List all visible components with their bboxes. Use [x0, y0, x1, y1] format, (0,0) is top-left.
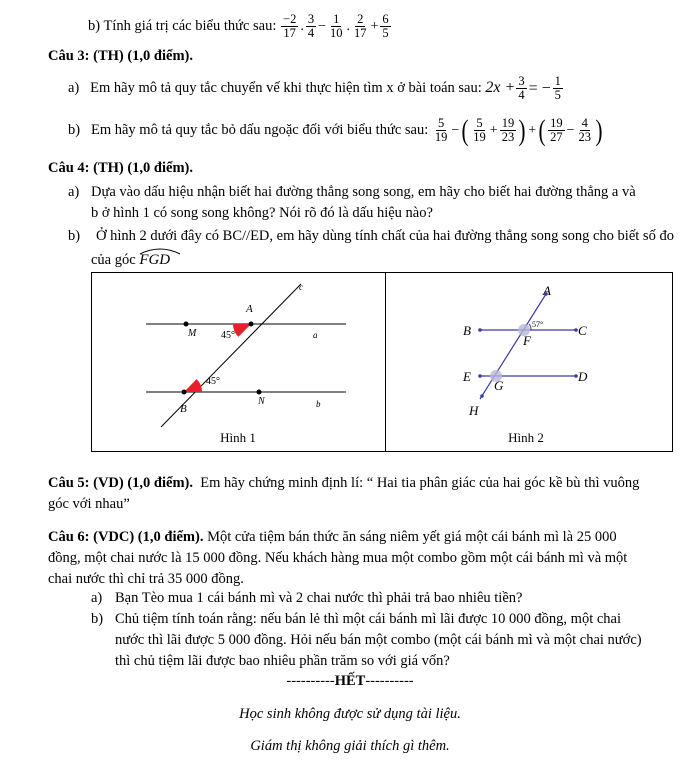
q6-line3: chai nước thì chỉ trả 35 000 đồng.: [48, 571, 244, 587]
fraction: $\frac{19}{27}$: [550, 116, 563, 145]
point-a: [249, 322, 254, 327]
angle-f-value: 57°: [532, 320, 544, 329]
label-b: b: [316, 399, 321, 409]
q4-title: Câu 4: (TH) (1,0 điểm).: [48, 160, 193, 176]
q4-a-label: a): [68, 184, 80, 200]
end-marker: ----------HẾT----------: [286, 673, 414, 689]
label-M: M: [188, 328, 197, 339]
label-G: G: [494, 378, 504, 393]
q4-a-line2: b ở hình 1 có song song không? Nói rõ đó là dấu hiệu nào?: [91, 205, 433, 221]
fraction: $\frac{3}{4}$: [518, 74, 525, 103]
angle-fgd: FGD: [139, 251, 170, 269]
q4-a-line1: Dựa vào dấu hiệu nhận biết hai đường thẳng song song, em hãy cho biết hai đường thẳng a và: [91, 184, 636, 200]
fraction: $\frac{4}{23}$: [578, 116, 591, 145]
point-B: [478, 328, 482, 332]
label-F: F: [523, 333, 531, 348]
label-B: B: [180, 403, 187, 415]
caption-hinh-1: Hình 1: [220, 430, 256, 445]
label-C: C: [578, 323, 587, 338]
label-H: H: [469, 403, 479, 418]
fraction: $\frac{1}{5}$: [554, 74, 561, 103]
point-E: [478, 374, 482, 378]
label-N: N: [258, 396, 265, 407]
point-n: [257, 390, 262, 395]
q6-b-line2: nước thì lãi được 5 000 đồng. Hỏi nếu bán một combo (một cái bánh mì và một chai nước): [115, 632, 642, 648]
angle-marker-b: [184, 379, 202, 392]
figure-1: [91, 272, 385, 450]
footer-note-1: Học sinh không được sử dụng tài liệu.: [239, 706, 461, 722]
q6-title: Câu 6: (VDC) (1,0 điểm).: [48, 529, 204, 545]
label-E: E: [463, 369, 471, 384]
label-c: c: [299, 282, 303, 292]
q6-line2: đồng, một chai nước là 15 000 đồng. Nếu khách hàng mua một combo gồm một cái bánh mì và một: [48, 550, 628, 566]
part-b-label: b) Tính giá trị các biểu thức sau:: [88, 18, 277, 34]
angle-marker-a: [233, 324, 251, 337]
part-b-line: b) Tính giá trị các biểu thức sau: $\frac{-2}{17}$ . $\frac{3}{4}$ − $\frac{1}{10}$ . $\frac{2}{17}$ + $\frac{6}{5}$: [88, 12, 389, 41]
angle-a-value: 45°: [221, 330, 235, 341]
caption-hinh-2: Hình 2: [508, 430, 544, 445]
q6-line1: Câu 6: (VDC) (1,0 điểm). Một cửa tiệm bán thức ăn sáng niêm yết giá một cái bánh mì là 25 000: [48, 529, 617, 545]
q6-b-line3: thì chủ tiệm lãi được bao nhiêu phần trăm so với giá vốn?: [115, 653, 450, 669]
fraction: $\frac{6}{5}$: [382, 12, 389, 41]
figure-2: [386, 272, 672, 450]
label-D: D: [578, 369, 588, 384]
fraction: $\frac{1}{10}$: [329, 12, 343, 41]
q6-a-label: a): [91, 590, 103, 606]
q4-b-line2: của góc FGD: [91, 251, 170, 269]
footer-note-2: Giám thị không giải thích gì thêm.: [250, 738, 450, 754]
q4-b-line1: Ở hình 2 dưới đây có BC//ED, em hãy dùng tính chất của hai đường thẳng song song cho biết số đo: [96, 228, 674, 244]
q6-a-text: Bạn Tèo mua 1 cái bánh mì và 2 chai nước thì phải trả bao nhiêu tiền?: [115, 590, 523, 606]
fraction: $\frac{5}{19}$: [473, 116, 486, 145]
fraction: $\frac{3}{4}$: [307, 12, 315, 41]
label-a: a: [313, 330, 318, 340]
point-b: [182, 390, 187, 395]
q6-b-line1: Chủ tiệm tính toán rằng: nếu bán lẻ thì một cái bánh mì lãi được 10 000 đồng, một chai: [115, 611, 622, 627]
q3-title: Câu 3: (TH) (1,0 điểm).: [48, 48, 193, 64]
q4-b-label: b): [68, 228, 81, 244]
q6-b-label: b): [91, 611, 104, 627]
label-B: B: [463, 323, 471, 338]
point-m: [184, 322, 189, 327]
fraction: $\frac{-2}{17}$: [283, 12, 297, 41]
q5-line1: Câu 5: (VD) (1,0 điểm). Em hãy chứng minh định lí: “ Hai tia phân giác của hai góc kề bù thì vuông: [48, 475, 640, 491]
q3-a-line: a) Em hãy mô tả quy tắc chuyển vế khi thực hiện tìm x ở bài toán sau: 2x + $\frac{3}{4}$ = − $\frac{1}{5}$: [68, 74, 561, 103]
q5-line2: góc với nhau”: [48, 496, 130, 512]
label-A: A: [543, 283, 551, 298]
fraction: $\frac{5}{19}$: [434, 116, 448, 145]
label-A: A: [246, 303, 253, 315]
q3-b-line: b) Em hãy mô tả quy tắc bỏ dấu ngoặc đối với biểu thức sau: $\frac{5}{19}$ −( $\frac{5}{19}$ + $\frac{19}{23}$ ) +( $\frac{19}{27}$ − $\frac{4}{23}$ ): [68, 113, 603, 147]
fraction: $\frac{2}{17}$: [353, 12, 367, 41]
fraction: $\frac{19}{23}$: [501, 116, 515, 145]
q5-title: Câu 5: (VD) (1,0 điểm).: [48, 475, 193, 491]
angle-b-value: 45°: [206, 376, 220, 387]
line-ah: [480, 294, 546, 399]
point-H: [480, 394, 484, 398]
